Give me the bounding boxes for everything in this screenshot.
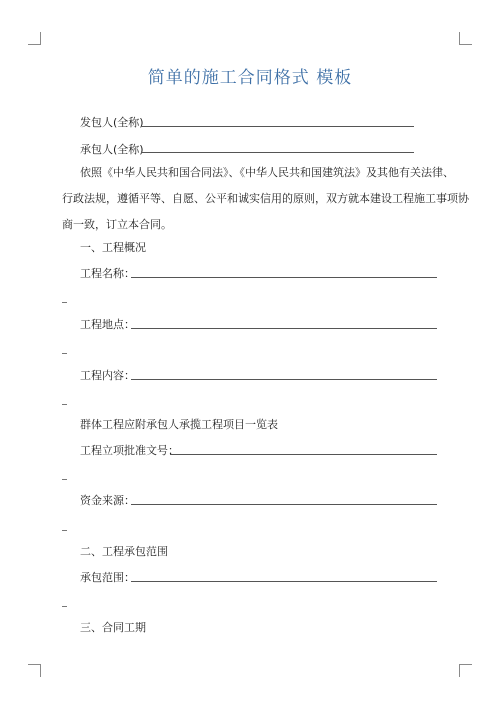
fund-source-label: 资金来源： [80, 494, 135, 507]
project-location-label: 工程地点： [80, 318, 135, 331]
crop-mark-bottom-right [459, 664, 472, 677]
contractor-label: 承包人(全称) [80, 143, 144, 156]
project-name-blank[interactable] [131, 277, 437, 278]
contract-scope-blank[interactable] [131, 581, 437, 582]
project-location-blank[interactable] [131, 328, 437, 329]
crop-mark-bottom-left [28, 664, 41, 677]
contractor-blank[interactable] [141, 152, 414, 153]
approval-number-blank[interactable] [170, 454, 437, 455]
employer-label: 发包人(全称) [80, 116, 144, 129]
preamble-line-3: 商一致，订立本合同。 [62, 218, 172, 231]
preamble-line-2: 行政法规，遵循平等、自愿、公平和诚实信用的原则，双方就本建设工程施工事项协 [62, 192, 469, 205]
approval-number-label: 工程立项批准文号： [80, 444, 179, 457]
section-two-heading: 二、工程承包范围 [80, 545, 168, 558]
group-project-note: 群体工程应附承包人承揽工程项目一览表 [80, 418, 278, 431]
project-name-label: 工程名称： [80, 267, 135, 280]
empty-line-marker [62, 404, 67, 405]
section-three-heading: 三、合同工期 [80, 621, 146, 634]
preamble-line-1: 依照《中华人民共和国合同法》、《中华人民共和国建筑法》及其他有关法律、 [80, 166, 454, 179]
document-title: 简单的施工合同格式 模板 [147, 68, 353, 88]
empty-line-marker [62, 302, 67, 303]
project-content-label: 工程内容： [80, 369, 135, 382]
crop-mark-top-left [28, 32, 41, 45]
empty-line-marker [62, 353, 67, 354]
section-one-heading: 一、工程概况 [80, 241, 146, 254]
fund-source-blank[interactable] [131, 504, 437, 505]
contract-scope-label: 承包范围： [80, 571, 135, 584]
crop-mark-top-right [459, 32, 472, 45]
employer-blank[interactable] [141, 126, 414, 127]
empty-line-marker [62, 606, 67, 607]
empty-line-marker [62, 530, 67, 531]
project-content-blank[interactable] [131, 379, 437, 380]
empty-line-marker [62, 479, 67, 480]
